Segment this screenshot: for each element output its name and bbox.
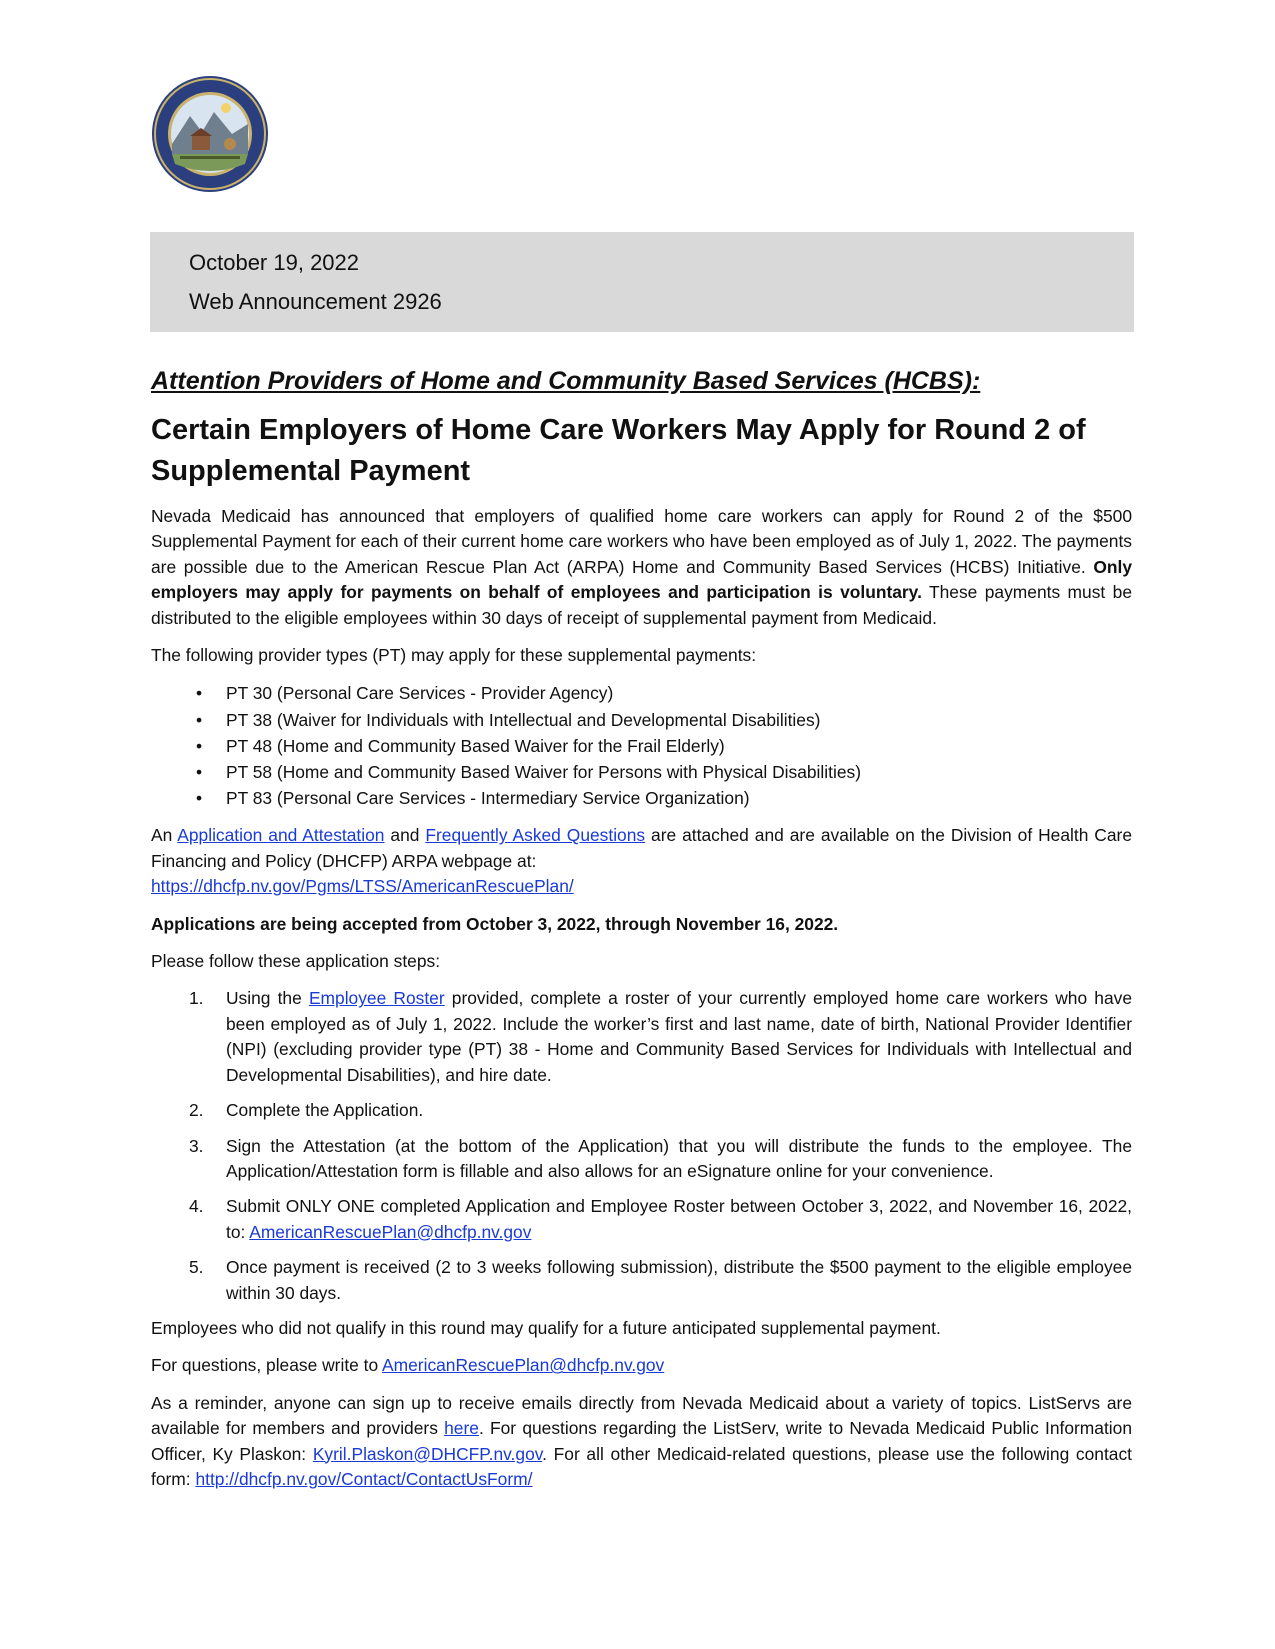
list-item xyxy=(151,707,1132,733)
provider-types-intro: The following provider types (PT) may apply for these supplemental payments: xyxy=(151,645,757,666)
bullet-icon: • xyxy=(195,683,203,704)
text-span: As a reminder, anyone can sign up to receive emails directly from Nevada Medicaid about a variety of topics. ListServs are available for members and providers xyxy=(151,1392,1132,1439)
text-span: are attached and are available on the Division of Health Care Financing and Policy (DHCFP) ARPA webpage at: xyxy=(151,825,1132,871)
intro-tail-text: These payments must be distributed to the eligible employees within 30 days of receipt of supplemental payment from Medicaid. xyxy=(151,582,1132,628)
intro-bold-text: Only employers may apply for payments on behalf of employees and participation is voluntary. xyxy=(151,556,1132,603)
intro-paragraph xyxy=(151,504,1132,631)
application-steps-list xyxy=(151,986,1132,1305)
step-text: Complete the Application. xyxy=(226,1100,424,1121)
reminder-paragraph xyxy=(151,1391,1132,1493)
steps-intro: Please follow these application steps: xyxy=(151,951,441,972)
arpa-webpage-link[interactable]: https://dhcfp.nv.gov/Pgms/LTSS/AmericanRescuePlan/ xyxy=(151,876,574,897)
arpa-email-link[interactable]: AmericanRescuePlan@dhcfp.nv.gov xyxy=(249,1221,532,1242)
bullet-icon: • xyxy=(195,762,203,783)
list-item xyxy=(151,986,1132,1088)
step-text: Once payment is received (2 to 3 weeks following submission), distribute the $500 payment to the eligible employee within 30 days. xyxy=(226,1257,1132,1303)
attachments-paragraph xyxy=(151,823,1132,899)
application-attestation-link[interactable]: Application and Attestation xyxy=(177,825,385,846)
provider-type-text: PT 83 (Personal Care Services - Intermediary Service Organization) xyxy=(226,788,750,809)
listserv-here-link[interactable]: here xyxy=(444,1418,479,1439)
contact-form-link[interactable]: http://dhcfp.nv.gov/Contact/ContactUsForm/ xyxy=(195,1468,533,1489)
list-item xyxy=(151,785,1132,811)
nevada-state-seal-logo xyxy=(150,74,270,194)
text-span: . For all other Medicaid-related questions, please use the following contact form: xyxy=(151,1443,1132,1489)
text-span: An xyxy=(151,825,178,846)
announcement-body xyxy=(151,364,1132,1504)
step-number: 5. xyxy=(189,1257,204,1278)
list-item xyxy=(151,1194,1132,1245)
list-item xyxy=(151,759,1132,785)
text-span: provided, complete a roster of your currently employed home care workers who have been employed as of July 1, 2022. Include the worker’s first and last name, date of birth, National Provider Identifier (NPI) (excluding provider type (PT) 38 - Home and Community Based Services for Individuals with Intellectual and Developmental Disabilities), and hire date. xyxy=(226,988,1132,1085)
page-title: Certain Employers of Home Care Workers May Apply for Round 2 of Supplemental Payment xyxy=(151,414,1086,487)
bullet-icon: • xyxy=(195,709,203,730)
accepted-dates-notice: Applications are being accepted from October 3, 2022, through November 16, 2022. xyxy=(151,913,839,934)
text-span: Using the xyxy=(226,988,309,1009)
text-span: . For questions regarding the ListServ, write to Nevada Medicaid Public Information Officer, Ky Plaskon: xyxy=(151,1418,1132,1464)
text-span: and xyxy=(384,825,426,846)
step-number: 1. xyxy=(189,988,204,1009)
intro-text: Nevada Medicaid has announced that employers of qualified home care workers can apply for Round 2 of the $500 Supplemental Payment for each of their current home care workers who have been employed as of July 1, 2022. The payments are possible due to the American Rescue Plan Act (ARPA) Home and Community Based Services (HCBS) Initiative. xyxy=(151,506,1132,577)
announcement-number: Web Announcement 2926 xyxy=(189,289,442,314)
attention-heading: Attention Providers of Home and Community Based Services (HCBS): xyxy=(151,367,981,395)
list-item xyxy=(151,733,1132,759)
provider-type-text: PT 48 (Home and Community Based Waiver for the Frail Elderly) xyxy=(226,735,725,756)
step-text: Sign the Attestation (at the bottom of the Application) that you will distribute the funds to the employee. The Application/Attestation form is fillable and also allows for an eSignature online for your convenience. xyxy=(226,1135,1132,1181)
pio-email-link[interactable]: Kyril.Plaskon@DHCFP.nv.gov xyxy=(312,1443,543,1464)
employee-roster-link[interactable]: Employee Roster xyxy=(308,988,445,1009)
questions-paragraph xyxy=(151,1353,1132,1378)
announcement-date: October 19, 2022 xyxy=(189,250,360,275)
text-span: For questions, please write to xyxy=(151,1355,383,1376)
step-number: 4. xyxy=(189,1196,204,1217)
questions-email-link[interactable]: AmericanRescuePlan@dhcfp.nv.gov xyxy=(382,1355,665,1376)
announcement-header xyxy=(150,232,1134,332)
bullet-icon: • xyxy=(195,735,203,756)
list-item xyxy=(151,1255,1132,1306)
faq-link[interactable]: Frequently Asked Questions xyxy=(425,825,646,846)
list-item xyxy=(151,680,1132,706)
list-item xyxy=(151,1134,1132,1185)
list-item xyxy=(151,1098,1132,1123)
step-number: 2. xyxy=(189,1100,204,1121)
provider-type-text: PT 38 (Waiver for Individuals with Intellectual and Developmental Disabilities) xyxy=(226,709,821,730)
text-span: Submit ONLY ONE completed Application and Employee Roster between October 3, 2022, and November 16, 2022, to: xyxy=(226,1196,1132,1242)
provider-type-text: PT 30 (Personal Care Services - Provider Agency) xyxy=(226,683,614,704)
future-payment-note: Employees who did not qualify in this round may qualify for a future anticipated supplemental payment. xyxy=(151,1317,941,1338)
provider-types-list xyxy=(151,680,1132,811)
provider-type-text: PT 58 (Home and Community Based Waiver for Persons with Physical Disabilities) xyxy=(226,762,861,783)
step-number: 3. xyxy=(189,1135,204,1156)
bullet-icon: • xyxy=(195,788,203,809)
